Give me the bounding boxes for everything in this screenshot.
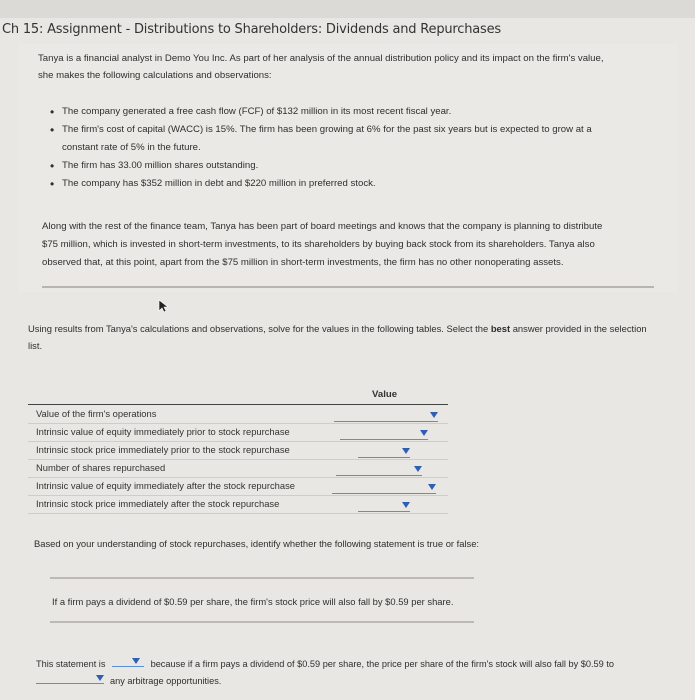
instructions-text-end: answer provided in the selection [510,323,647,334]
answer-text-middle: because if a firm pays a dividend of $0.59 per share, the price per share of the firm's stock will also fall by $0.59 to [150,659,614,669]
statement-text: If a firm pays a dividend of $0.59 per share, the firm's stock price will also fall by $0.59 per share. [52,596,454,607]
answer-text-start: This statement is [36,659,106,669]
chevron-down-icon [414,466,422,472]
row-label: Value of the firm's operations [36,408,157,419]
table-row [28,441,448,460]
row-label: Intrinsic value of equity immediately after the stock repurchase [36,480,295,491]
chevron-down-icon [420,430,428,436]
page-title: Ch 15: Assignment - Distributions to Shareholders: Dividends and Repurchases [2,22,501,37]
value-column-header: Value [372,389,398,400]
paragraph-line-1: Along with the rest of the finance team, Tanya has been part of board meetings and knows that the company is planning to distribute [42,221,603,232]
table-row [28,405,448,424]
answer-text-end: any arbitrage opportunities. [110,676,222,686]
observation-item-continuation: constant rate of 5% in the future. [62,142,201,153]
mouse-cursor-icon [158,299,168,313]
observation-item: • The firm has 33.00 million shares outstanding. [48,157,648,175]
chevron-down-icon [402,502,410,508]
observations-list [48,103,648,193]
instructions-text-line2: list. [28,340,43,351]
observation-item: • The firm's cost of capital (WACC) is 15%. The firm has been growing at 6% for the past six years but is expected to grow at a [48,121,648,139]
row-label: Number of shares repurchased [36,462,166,473]
value-dropdown[interactable] [358,501,410,512]
instructions-emphasis: best [490,323,511,334]
statement-top-divider [50,577,474,579]
instructions-text: Using results from Tanya's calculations and observations, solve for the values in the following tables. Select the [28,323,491,334]
value-dropdown[interactable] [340,429,428,440]
observation-item: • The company has $352 million in debt and $220 million in preferred stock. [48,175,648,193]
observation-item: • The company generated a free cash flow (FCF) of $132 million in its most recent fiscal year. [48,103,648,121]
row-label: Intrinsic stock price immediately after the stock repurchase [36,498,280,509]
true-false-question: Based on your understanding of stock repurchases, identify whether the following statement is true or false: [34,538,480,549]
chevron-down-icon [132,658,140,664]
intro-line-1: Tanya is a financial analyst in Demo You Inc. As part of her analysis of the annual distribution policy and its impact on the firm's value, [38,53,604,64]
arbitrage-dropdown[interactable] [36,674,104,684]
table-row [28,459,448,478]
intro-line-2: she makes the following calculations and observations: [38,70,272,81]
instructions [28,320,693,354]
top-bar [0,0,695,18]
table-header [28,388,448,405]
true-false-dropdown[interactable] [112,657,144,667]
chevron-down-icon [428,484,436,490]
paragraph-line-2: $75 million, which is invested in short-term investments, to its shareholders by buying back stock from its shareholders. Tanya also [42,239,595,250]
value-dropdown[interactable] [358,447,410,458]
row-label: Intrinsic stock price immediately prior to the stock repurchase [36,444,290,455]
table-row [28,477,448,496]
value-dropdown[interactable] [332,483,436,494]
chevron-down-icon [96,675,104,681]
table-row [28,423,448,442]
value-dropdown[interactable] [334,411,438,422]
answer-sentence [36,656,676,690]
table-row [28,495,448,514]
chevron-down-icon [430,412,438,418]
paragraph-line-3: observed that, at this point, apart from the $75 million in short-term investments, the firm has no other nonoperating assets. [42,257,564,268]
row-label: Intrinsic value of equity immediately prior to stock repurchase [36,426,290,437]
divider [42,286,654,288]
value-dropdown[interactable] [336,465,422,476]
statement-bottom-divider [50,621,474,623]
chevron-down-icon [402,448,410,454]
